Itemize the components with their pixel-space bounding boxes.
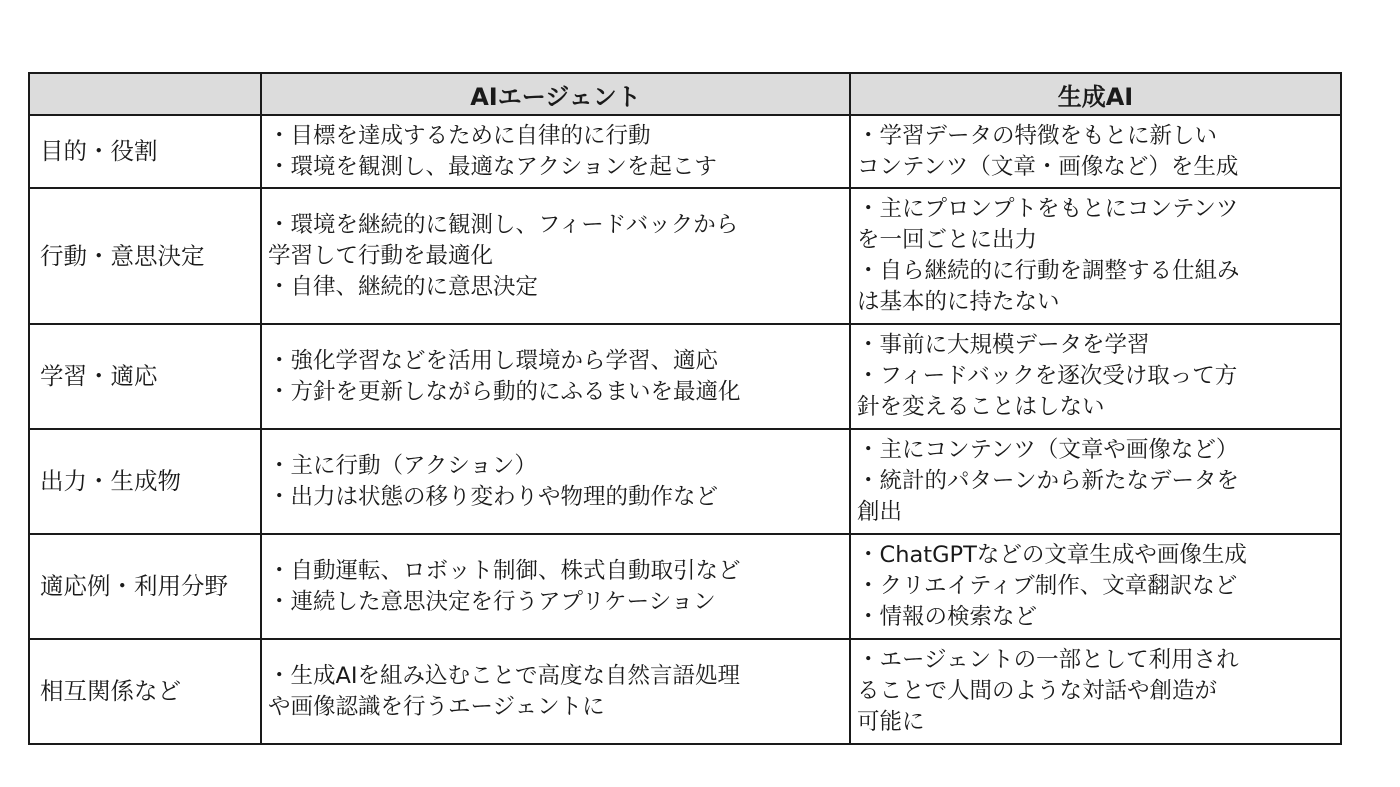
agent-text-line: ・環境を観測し、最適なアクションを起こす <box>268 153 717 180</box>
agent-cell <box>261 534 850 639</box>
genai-text-line: ・フィードバックを逐次受け取って方 <box>857 363 1238 389</box>
row-label: 出力・生成物 <box>29 429 261 534</box>
agent-text-line: ・強化学習などを活用し環境から学習、適応 <box>268 347 719 374</box>
agent-text-line: ・目標を達成するために自律的に行動 <box>268 122 651 149</box>
genai-text-line: コンテンツ（文章・画像など）を生成 <box>857 153 1239 180</box>
genai-text-line: ・クリエイティブ制作、文章翻訳など <box>857 573 1238 599</box>
genai-text-line: ることで人間のような対話や創造が <box>857 678 1218 704</box>
genai-cell <box>850 324 1341 429</box>
genai-cell <box>850 429 1341 534</box>
agent-cell <box>261 429 850 534</box>
genai-text-line: ・事前に大規模データを学習 <box>857 332 1150 358</box>
agent-cell <box>261 115 850 188</box>
header-row <box>29 73 1341 115</box>
row-label: 相互関係など <box>29 639 261 744</box>
agent-text-line: ・自律、継続的に意思決定 <box>268 273 539 300</box>
genai-text-line: ・主にコンテンツ（文章や画像など） <box>857 437 1239 463</box>
agent-text-line: ・生成AIを組み込むことで高度な自然言語処理 <box>268 662 741 689</box>
agent-cell <box>261 324 850 429</box>
genai-cell <box>850 534 1341 639</box>
agent-cell <box>261 639 850 744</box>
row-action-decision <box>29 188 1341 324</box>
row-label: 適応例・利用分野 <box>29 534 261 639</box>
agent-text-line: ・連続した意思決定を行うアプリケーション <box>268 588 716 615</box>
agent-text-line: や画像認識を行うエージェントに <box>268 693 605 720</box>
genai-cell <box>850 639 1341 744</box>
genai-text-line: ・主にプロンプトをもとにコンテンツ <box>857 196 1239 222</box>
genai-text-line: ・統計的パターンから新たなデータを <box>857 468 1240 494</box>
agent-text-line: ・出力は状態の移り変わりや物理的動作など <box>268 483 719 510</box>
row-relationship <box>29 639 1341 744</box>
agent-text-line: ・環境を継続的に観測し、フィードバックから <box>268 211 739 238</box>
agent-cell <box>261 188 850 324</box>
agent-text-line: ・方針を更新しながら動的にふるまいを最適化 <box>268 378 741 405</box>
genai-text-line: ・学習データの特徴をもとに新しい <box>857 122 1218 149</box>
agent-text-line: ・主に行動（アクション） <box>268 452 537 479</box>
genai-text-line: ・ChatGPTなどの文章生成や画像生成 <box>857 542 1247 568</box>
header-empty-cell <box>29 73 261 115</box>
genai-cell <box>850 115 1341 188</box>
row-output <box>29 429 1341 534</box>
agent-text-line: 学習して行動を最適化 <box>268 242 494 269</box>
genai-text-line: 可能に <box>857 709 925 735</box>
agent-text-line: ・自動運転、ロボット制御、株式自動取引など <box>268 557 741 584</box>
genai-text-line: 創出 <box>857 499 903 525</box>
header-ai-agent: AIエージェント <box>261 73 850 115</box>
row-use-cases <box>29 534 1341 639</box>
genai-text-line: ・エージェントの一部として利用され <box>857 647 1239 673</box>
row-label: 目的・役割 <box>29 115 261 188</box>
genai-cell <box>850 188 1341 324</box>
row-label: 学習・適応 <box>29 324 261 429</box>
genai-text-line: ・自ら継続的に行動を調整する仕組み <box>857 258 1240 284</box>
row-learning-adaptation <box>29 324 1341 429</box>
row-purpose-role <box>29 115 1341 188</box>
row-label: 行動・意思決定 <box>29 188 261 324</box>
genai-text-line: は基本的に持たない <box>857 289 1060 315</box>
genai-text-line: ・情報の検索など <box>857 604 1038 630</box>
header-generative-ai: 生成AI <box>850 73 1341 115</box>
comparison-table <box>28 72 1342 745</box>
genai-text-line: を一回ごとに出力 <box>857 227 1038 253</box>
genai-text-line: 針を変えることはしない <box>857 394 1105 420</box>
